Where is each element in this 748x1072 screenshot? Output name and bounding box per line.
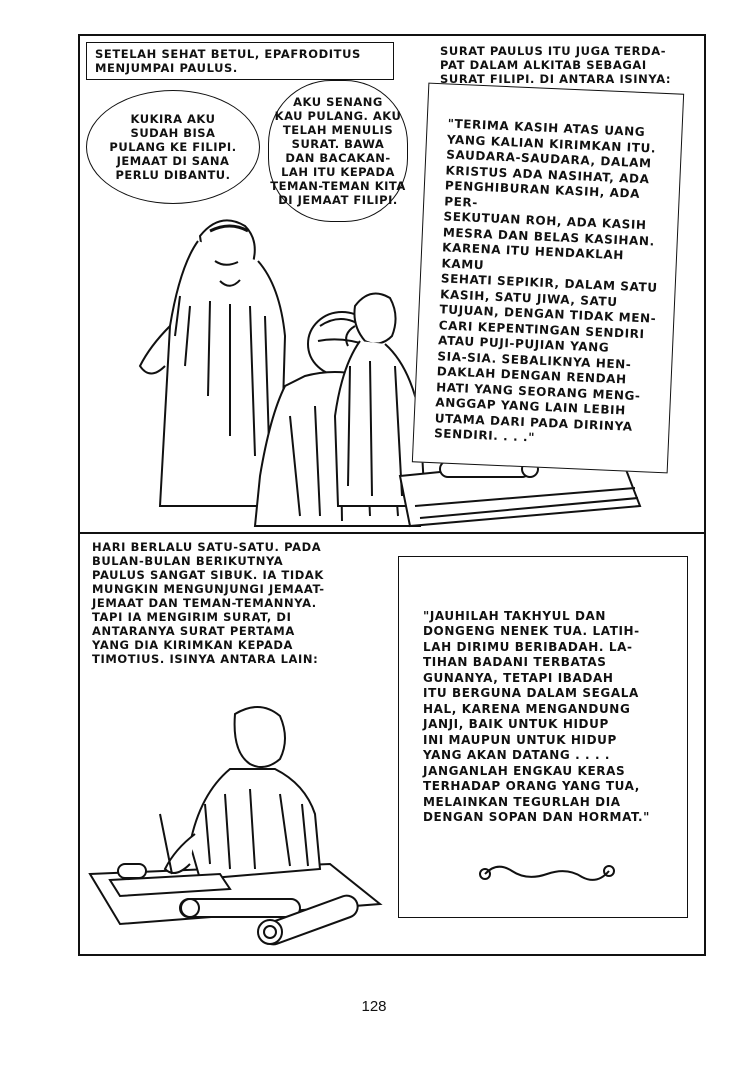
caption-surat-filipi: SURAT PAULUS ITU JUGA TERDA- PAT DALAM ALKITAB SEBAGAI SURAT FILIPI. DI ANTARA ISINYA: <box>440 44 672 86</box>
page-number: 128 <box>361 998 387 1015</box>
letter-text-timotius: "JAUHILAH TAKHYUL DAN DONGENG NENEK TUA. LATIH- LAH DIRIMU BERIBADAH. LA- TIHAN BADANI TERBATAS GUNANYA, TETAPI IBADAH ITU BERGUNA DALAM SEGALA HAL, KARENA MENGANDUNG JANJI, BAIK UNTUK HIDUP INI MAUPUN UNTUK HIDUP YANG AKAN DATANG . . . . JANGANLAH ENGKAU KERAS TERHADAP ORANG YANG TUA, MELAINKAN TEGURLAH DIA DENGAN SOPAN DAN HORMAT." <box>423 608 651 824</box>
panel-top <box>78 34 706 534</box>
caption-paulus-busy: HARI BERLALU SATU-SATU. PADA BULAN-BULAN BERIKUTNYA PAULUS SANGAT SIBUK. IA TIDAK MUNGKIN MENGUNJUNGI JEMAAT- JEMAAT DAN TEMAN-TEMANNYA. TAPI IA MENGIRIM SURAT, DI ANTARANYA SURAT PERTAMA YANG DIA KIRIMKAN KEPADA TIMOTIUS. ISINYA ANTARA LAIN: <box>92 540 325 666</box>
letter-scroll-filipi: "TERIMA KASIH ATAS UANG YANG KALIAN KIRIMKAN ITU. SAUDARA-SAUDARA, DALAM KRISTUS ADA NASIHAT, ADA PENGHIBURAN KASIH, ADA PER- SEKUTUAN ROH, ADA KASIH MESRA DAN BELAS KASIHAN. KARENA ITU HENDAKLAH KAMU SEHATI SEPIKIR, DALAM SATU KASIH, SATU JIWA, SATU TUJUAN, DENGAN TIDAK MEN- CARI KEPENTINGAN SENDIRI ATAU PUJI-PUJIAN YANG SIA-SIA. SEBALIKNYA HEN- DAKLAH DENGAN RENDAH HATI YANG SEORANG MENG- ANGGAP YANG LAIN LEBIH UTAMA DARI PADA DIRINYA SENDIRI. . . ." <box>412 83 684 474</box>
speech-bubble-paulus: AKU SENANG KAU PULANG. AKU TELAH MENULIS SURAT. BAWA DAN BACAKAN- LAH ITU KEPADA TEMAN-TEMAN KITA DI JEMAAT FILIPI. <box>268 80 408 222</box>
illustration-paulus-writing <box>80 684 390 952</box>
letter-scroll-timotius <box>398 556 688 918</box>
caption-epafroditus-meets-paulus: SETELAH SEHAT BETUL, EPAFRODITUS MENJUMPAI PAULUS. <box>86 42 394 80</box>
scroll-ornament-icon <box>477 859 617 889</box>
speech-bubble-epafroditus: KUKIRA AKU SUDAH BISA PULANG KE FILIPI. JEMAAT DI SANA PERLU DIBANTU. <box>86 90 260 204</box>
panel-bottom <box>78 532 706 956</box>
